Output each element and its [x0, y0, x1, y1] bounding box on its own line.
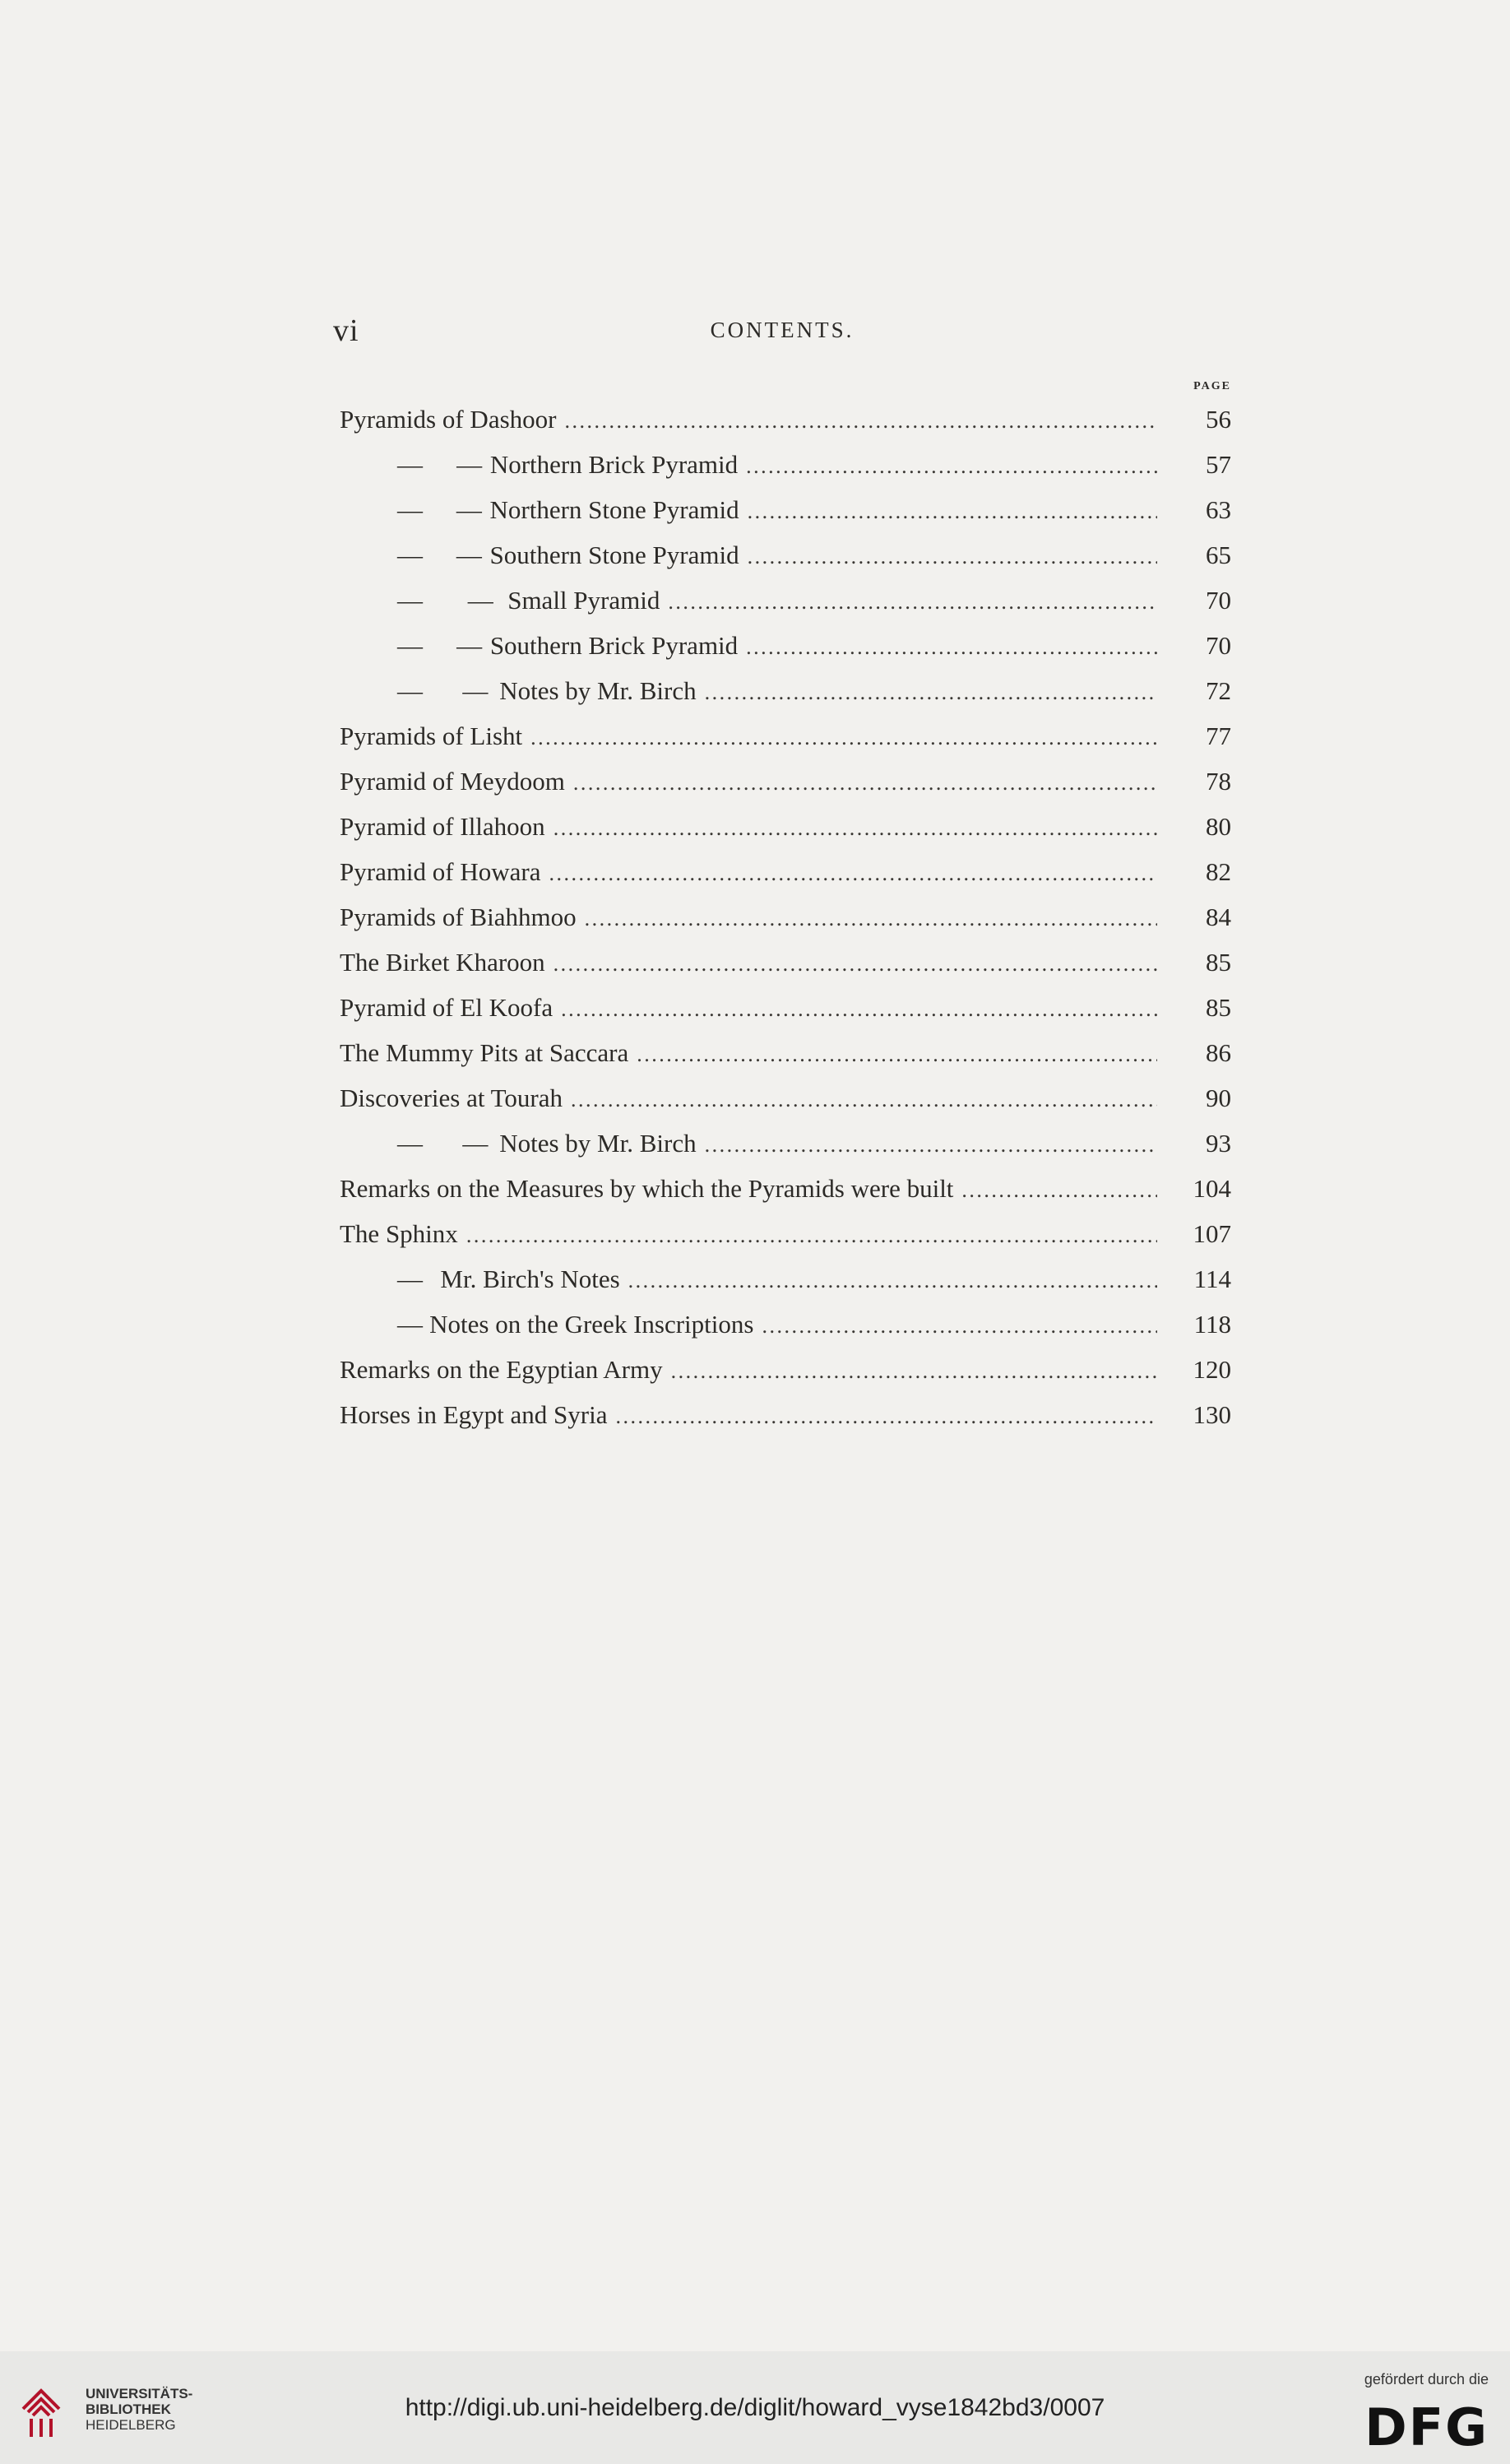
- toc-entry-title: The Mummy Pits at Saccara: [340, 1038, 629, 1067]
- toc-entry-title: Pyramid of Illahoon: [340, 812, 545, 841]
- table-of-contents: [340, 397, 1231, 1437]
- page-number: vi: [333, 313, 359, 348]
- ditto-dash: —: [456, 495, 482, 524]
- toc-entry-page: 114: [1193, 1264, 1231, 1293]
- toc-entry: [340, 849, 1231, 894]
- toc-entry-title: Notes on the Greek Inscriptions: [429, 1310, 754, 1339]
- dot-leader: [637, 1032, 1157, 1077]
- toc-entry-title: Southern Stone Pyramid: [489, 541, 739, 569]
- dot-leader: [628, 1258, 1157, 1303]
- toc-entry: [340, 532, 1231, 578]
- toc-entry-page: 107: [1193, 1219, 1231, 1248]
- toc-entry-title: The Sphinx: [340, 1219, 458, 1248]
- toc-entry: [340, 668, 1231, 713]
- ditto-dash: —: [467, 586, 493, 615]
- footer-bar: [0, 2351, 1510, 2464]
- ditto-dash: —: [397, 631, 423, 660]
- dot-leader: [705, 1122, 1157, 1167]
- ditto-dash: —: [397, 541, 423, 569]
- toc-entry-title: Notes by Mr. Birch: [499, 1129, 697, 1158]
- toc-entry: [340, 1030, 1231, 1075]
- permalink-url[interactable]: http://digi.ub.uni-heidelberg.de/diglit/howard_vyse1842bd3/0007: [405, 2394, 1105, 2421]
- toc-entry-page: 56: [1206, 405, 1231, 434]
- toc-entry: [340, 894, 1231, 940]
- toc-entry-page: 70: [1205, 586, 1231, 615]
- dot-leader: [466, 1213, 1157, 1258]
- running-title: CONTENTS.: [710, 318, 855, 342]
- toc-entry: [340, 759, 1231, 804]
- toc-entry-title: Northern Stone Pyramid: [489, 495, 739, 524]
- toc-entry-title: Pyramid of El Koofa: [340, 993, 554, 1022]
- dot-leader: [561, 986, 1157, 1032]
- toc-entry-title: Remarks on the Egyptian Army: [340, 1355, 663, 1384]
- toc-entry: [340, 1211, 1231, 1256]
- dot-leader: [615, 1394, 1157, 1439]
- ditto-dash: —: [397, 1310, 423, 1339]
- toc-entry-page: 70: [1206, 631, 1231, 660]
- toc-entry: [340, 1166, 1231, 1211]
- toc-entry-page: 104: [1193, 1174, 1231, 1203]
- toc-entry-page: 118: [1193, 1310, 1231, 1339]
- toc-entry-page: 77: [1206, 722, 1231, 750]
- toc-entry-title: Northern Brick Pyramid: [489, 450, 739, 479]
- ditto-dash: —: [462, 1129, 489, 1158]
- toc-entry-title: Pyramid of Meydoom: [340, 767, 565, 796]
- dot-leader: [549, 851, 1158, 896]
- dot-leader: [554, 805, 1157, 851]
- toc-entry-page: 93: [1206, 1129, 1231, 1158]
- ditto-dash: —: [397, 1264, 423, 1293]
- toc-entry-page: 130: [1193, 1400, 1231, 1429]
- dot-leader: [668, 579, 1157, 624]
- toc-entry: [340, 1121, 1231, 1166]
- library-name: UNIVERSITÄTS- BIBLIOTHEK HEIDELBERG: [86, 2386, 193, 2433]
- toc-entry-page: 65: [1206, 541, 1231, 569]
- ditto-dash: —: [397, 450, 423, 479]
- toc-entry-page: 85: [1206, 993, 1231, 1022]
- toc-entry: [340, 1256, 1231, 1302]
- dot-leader: [705, 670, 1157, 715]
- toc-entry: [340, 397, 1231, 442]
- toc-entry-title: Remarks on the Measures by which the Pyramids were built: [340, 1174, 954, 1203]
- page-header: [333, 313, 1231, 354]
- dot-leader: [585, 896, 1157, 941]
- toc-entry-page: 80: [1206, 812, 1231, 841]
- toc-entry: [340, 1302, 1231, 1347]
- toc-entry: [340, 623, 1231, 668]
- dot-leader: [573, 760, 1157, 805]
- dot-leader: [762, 1303, 1157, 1348]
- toc-entry: [340, 713, 1231, 759]
- dot-leader: [746, 624, 1157, 670]
- toc-entry-title: Pyramid of Howara: [340, 857, 541, 886]
- toc-entry: [340, 804, 1231, 849]
- toc-entry-page: 84: [1206, 903, 1231, 931]
- toc-entry-page: 90: [1206, 1084, 1231, 1112]
- ditto-dash: —: [456, 631, 483, 660]
- dot-leader: [671, 1348, 1157, 1394]
- toc-entry-page: 86: [1206, 1038, 1231, 1067]
- toc-entry: [340, 578, 1231, 623]
- toc-entry-page: 78: [1206, 767, 1231, 796]
- dot-leader: [748, 489, 1157, 534]
- ditto-dash: —: [397, 495, 423, 524]
- toc-entry-title: Mr. Birch's Notes: [440, 1264, 620, 1293]
- ditto-dash: —: [456, 450, 483, 479]
- toc-entry: [340, 1347, 1231, 1392]
- toc-entry-title: Notes by Mr. Birch: [499, 676, 697, 705]
- toc-entry: [340, 985, 1231, 1030]
- funded-by-label: gefördert durch die: [1364, 2371, 1489, 2387]
- toc-entry: [340, 487, 1231, 532]
- dot-leader: [554, 941, 1157, 986]
- ditto-dash: —: [397, 586, 423, 615]
- toc-entry-title: The Birket Kharoon: [340, 948, 545, 977]
- ditto-dash: —: [397, 1129, 423, 1158]
- toc-entry-page: 57: [1205, 450, 1231, 479]
- toc-entry: [340, 442, 1231, 487]
- dot-leader: [530, 715, 1157, 760]
- toc-entry-title: Small Pyramid: [507, 586, 660, 615]
- toc-entry: [340, 1075, 1231, 1121]
- dot-leader: [564, 398, 1157, 443]
- dot-leader: [961, 1167, 1157, 1213]
- toc-entry-title: Pyramids of Biahhmoo: [340, 903, 577, 931]
- dot-leader: [571, 1077, 1157, 1122]
- dfg-logo: DFG: [1364, 2397, 1489, 2457]
- toc-entry-title: Discoveries at Tourah: [340, 1084, 563, 1112]
- toc-entry: [340, 1392, 1231, 1437]
- page-column-label: PAGE: [1193, 380, 1231, 392]
- toc-entry-page: 120: [1193, 1355, 1231, 1384]
- ditto-dash: —: [462, 676, 489, 705]
- dot-leader: [746, 443, 1157, 489]
- toc-entry: [340, 940, 1231, 985]
- toc-entry-title: Horses in Egypt and Syria: [340, 1400, 608, 1429]
- toc-entry-page: 85: [1206, 948, 1231, 977]
- toc-entry-title: Pyramids of Lisht: [340, 722, 523, 750]
- ditto-dash: —: [456, 541, 482, 569]
- ditto-dash: —: [397, 676, 423, 705]
- toc-entry-title: Southern Brick Pyramid: [489, 631, 739, 660]
- dot-leader: [748, 534, 1157, 579]
- toc-entry-page: 63: [1206, 495, 1231, 524]
- toc-entry-page: 72: [1206, 676, 1231, 705]
- toc-entry-title: Pyramids of Dashoor: [340, 405, 557, 434]
- toc-entry-page: 82: [1206, 857, 1231, 886]
